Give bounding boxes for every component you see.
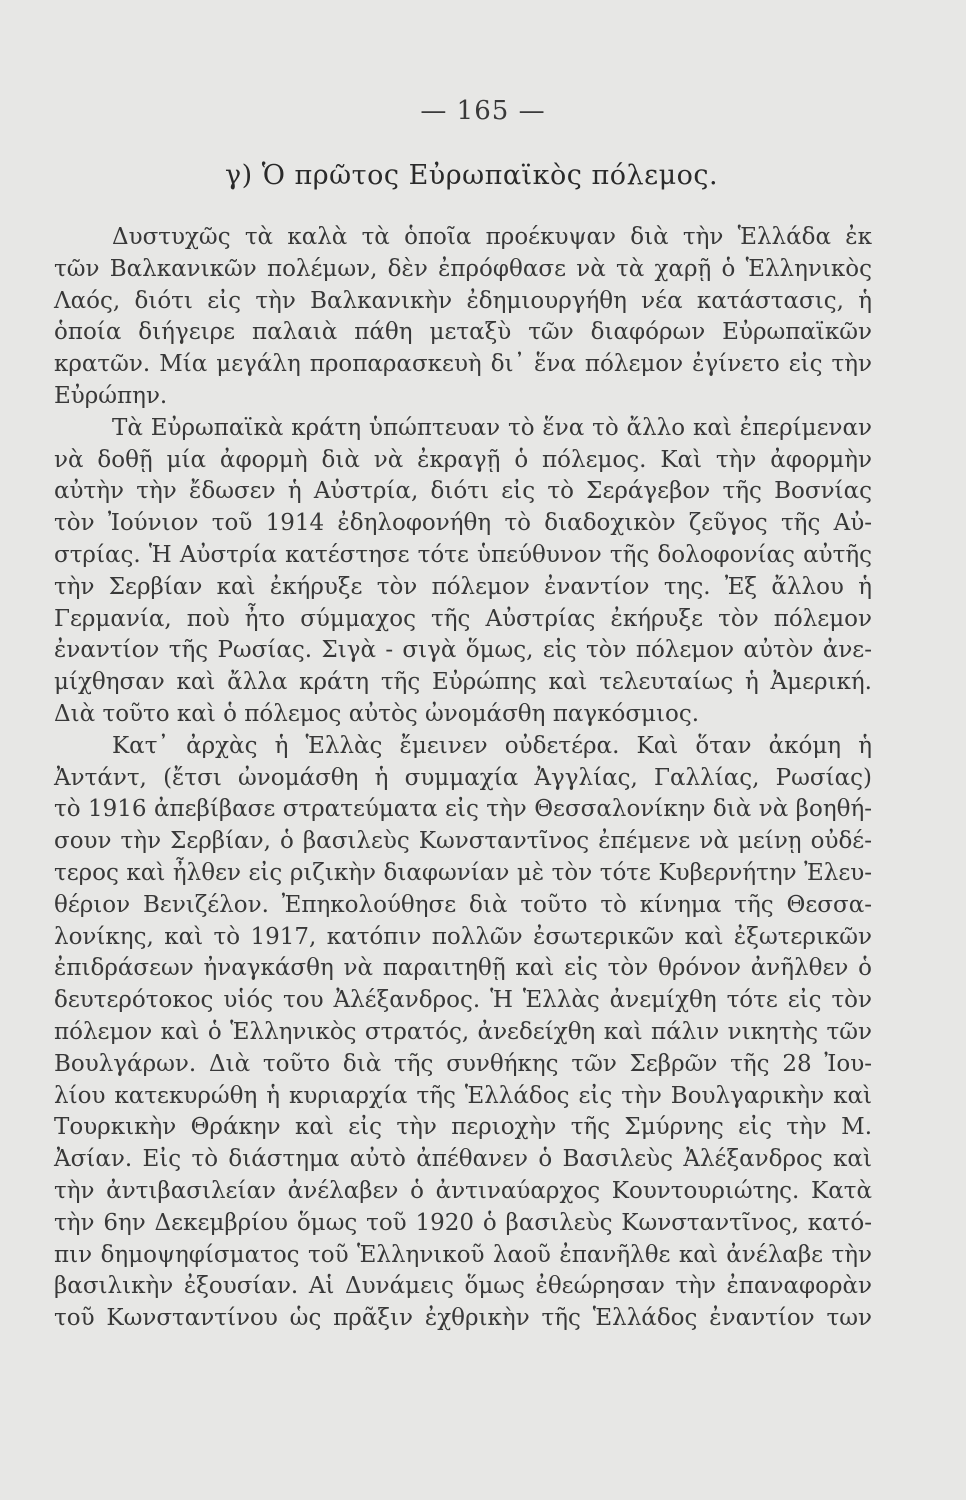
- text-line: νὰ δοθῇ μία ἀφορμὴ διὰ νὰ ἐκραγῇ ὁ πόλεμος. Καὶ τὴν ἀφορμὴν: [54, 446, 872, 473]
- text-line: Δυστυχῶς τὰ καλὰ τὰ ὁποῖα προέκυψαν διὰ τὴν Ἑλλάδα ἐκ: [112, 224, 872, 250]
- text-line: αὐτὴν τὴν ἔδωσεν ἡ Αὐστρία, διότι εἰς τὸ Σεράγεβον τῆς Βοσνίας: [54, 478, 872, 505]
- text-line: Εὐρώπην.: [54, 382, 168, 409]
- text-line: τοῦ Κωνσταντίνου ὡς πρᾶξιν ἐχθρικὴν τῆς Ἑλλάδος ἐναντίον των: [54, 1305, 872, 1332]
- text-line: τῶν Βαλκανικῶν πολέμων, δὲν ἐπρόφθασε νὰ τὰ χαρῇ ὁ Ἑλληνικὸς: [54, 255, 872, 282]
- text-line: τὸν Ἰούνιον τοῦ 1914 ἐδηλοφονήθη τὸ διαδοχικὸν ζεῦγος τῆς Αὐ-: [54, 510, 872, 537]
- text-line: λονίκης, καὶ τὸ 1917, κατόπιν πολλῶν ἐσωτερικῶν καὶ ἐξωτερικῶν: [54, 923, 872, 950]
- page-number: — 165 —: [420, 96, 546, 126]
- text-line: βασιλικὴν ἐξουσίαν. Αἱ Δυνάμεις ὅμως ἐθεώρησαν τὴν ἐπαναφορὰν: [54, 1273, 872, 1300]
- text-line: Κατ᾽ ἀρχὰς ἡ Ἑλλὰς ἔμεινεν οὐδετέρα. Καὶ ὅταν ἀκόμη ἡ: [112, 732, 872, 759]
- text-line: κρατῶν. Μία μεγάλη προπαρασκευὴ δι᾽ ἕνα πόλεμον ἐγίνετο εἰς τὴν: [54, 351, 872, 378]
- text-line: στρίας. Ἡ Αὐστρία κατέστησε τότε ὑπεύθυνον τῆς δολοφονίας αὐτῆς: [54, 541, 872, 568]
- text-line: πιν δημοψηφίσματος τοῦ Ἑλληνικοῦ λαοῦ ἐπανῆλθε καὶ ἀνέλαβε τὴν: [54, 1241, 872, 1268]
- text-line: τερος καὶ ἦλθεν εἰς ριζικὴν διαφωνίαν μὲ τὸν τότε Κυβερνήτην Ἐλευ-: [54, 859, 872, 886]
- body-text: [54, 222, 872, 1335]
- text-line: δευτερότοκος υἱός του Ἀλέξανδρος. Ἡ Ἑλλὰς ἀνεμίχθη τότε εἰς τὸν: [54, 987, 872, 1014]
- text-line: ἐναντίον τῆς Ρωσίας. Σιγὰ - σιγὰ ὅμως, εἰς τὸν πόλεμον αὐτὸν ἀνε-: [54, 637, 872, 664]
- text-line: τὴν Σερβίαν καὶ ἐκήρυξε τὸν πόλεμον ἐναντίον της. Ἐξ ἄλλου ἡ: [54, 573, 872, 600]
- text-line: θέριον Βενιζέλον. Ἐπηκολούθησε διὰ τοῦτο τὸ κίνημα τῆς Θεσσα-: [54, 891, 872, 918]
- text-line: τὸ 1916 ἀπεβίβασε στρατεύματα εἰς τὴν Θεσσαλονίκην διὰ νὰ βοηθή-: [54, 796, 872, 823]
- text-line: Ἀντάντ, (ἔτσι ὠνομάσθη ἡ συμμαχία Ἀγγλίας, Γαλλίας, Ρωσίας): [54, 764, 872, 791]
- text-line: Βουλγάρων. Διὰ τοῦτο διὰ τῆς συνθήκης τῶν Σεβρῶν τῆς 28 Ἰου-: [54, 1050, 872, 1077]
- section-heading: γ) Ὁ πρῶτος Εὐρωπαϊκὸς πόλεμος.: [225, 160, 719, 191]
- text-line: λίου κατεκυρώθη ἡ κυριαρχία τῆς Ἑλλάδος εἰς τὴν Βουλγαρικὴν καὶ: [54, 1082, 872, 1109]
- text-line: Τουρκικὴν Θράκην καὶ εἰς τὴν περιοχὴν τῆς Σμύρνης εἰς τὴν Μ.: [54, 1114, 872, 1141]
- text-line: μίχθησαν καὶ ἄλλα κράτη τῆς Εὐρώπης καὶ τελευταίως ἡ Ἀμερική.: [54, 669, 872, 696]
- text-line: σουν τὴν Σερβίαν, ὁ βασιλεὺς Κωνσταντῖνος ἐπέμενε νὰ μείνῃ οὐδέ-: [54, 828, 872, 855]
- text-line: Γερμανία, ποὺ ἦτο σύμμαχος τῆς Αὐστρίας ἐκήρυξε τὸν πόλεμον: [54, 605, 872, 632]
- text-line: ὁποία διήγειρε παλαιὰ πάθη μεταξὺ τῶν διαφόρων Εὐρωπαϊκῶν: [54, 319, 872, 346]
- text-line: Διὰ τοῦτο καὶ ὁ πόλεμος αὐτὸς ὠνομάσθη παγκόσμιος.: [54, 700, 700, 727]
- text-line: ἐπιδράσεων ἠναγκάσθη νὰ παραιτηθῇ καὶ εἰς τὸν θρόνον ἀνῆλθεν ὁ: [54, 955, 872, 982]
- text-line: πόλεμον καὶ ὁ Ἑλληνικὸς στρατός, ἀνεδείχθη καὶ πάλιν νικητὴς τῶν: [54, 1018, 872, 1045]
- text-line: τὴν 6ην Δεκεμβρίου ὅμως τοῦ 1920 ὁ βασιλεὺς Κωνσταντῖνος, κατό-: [54, 1209, 872, 1236]
- text-line: Ἀσίαν. Εἰς τὸ διάστημα αὐτὸ ἀπέθανεν ὁ Βασιλεὺς Ἀλέξανδρος καὶ: [54, 1146, 872, 1173]
- text-line: Λαός, διότι εἰς τὴν Βαλκανικὴν ἐδημιουργήθη νέα κατάστασις, ἡ: [54, 287, 872, 314]
- text-line: τὴν ἀντιβασιλείαν ἀνέλαβεν ὁ ἀντιναύαρχος Κουντουριώτης. Κατὰ: [54, 1177, 872, 1204]
- text-line: Τὰ Εὐρωπαϊκὰ κράτη ὑπώπτευαν τὸ ἕνα τὸ ἄλλο καὶ ἐπερίμεναν: [112, 414, 872, 441]
